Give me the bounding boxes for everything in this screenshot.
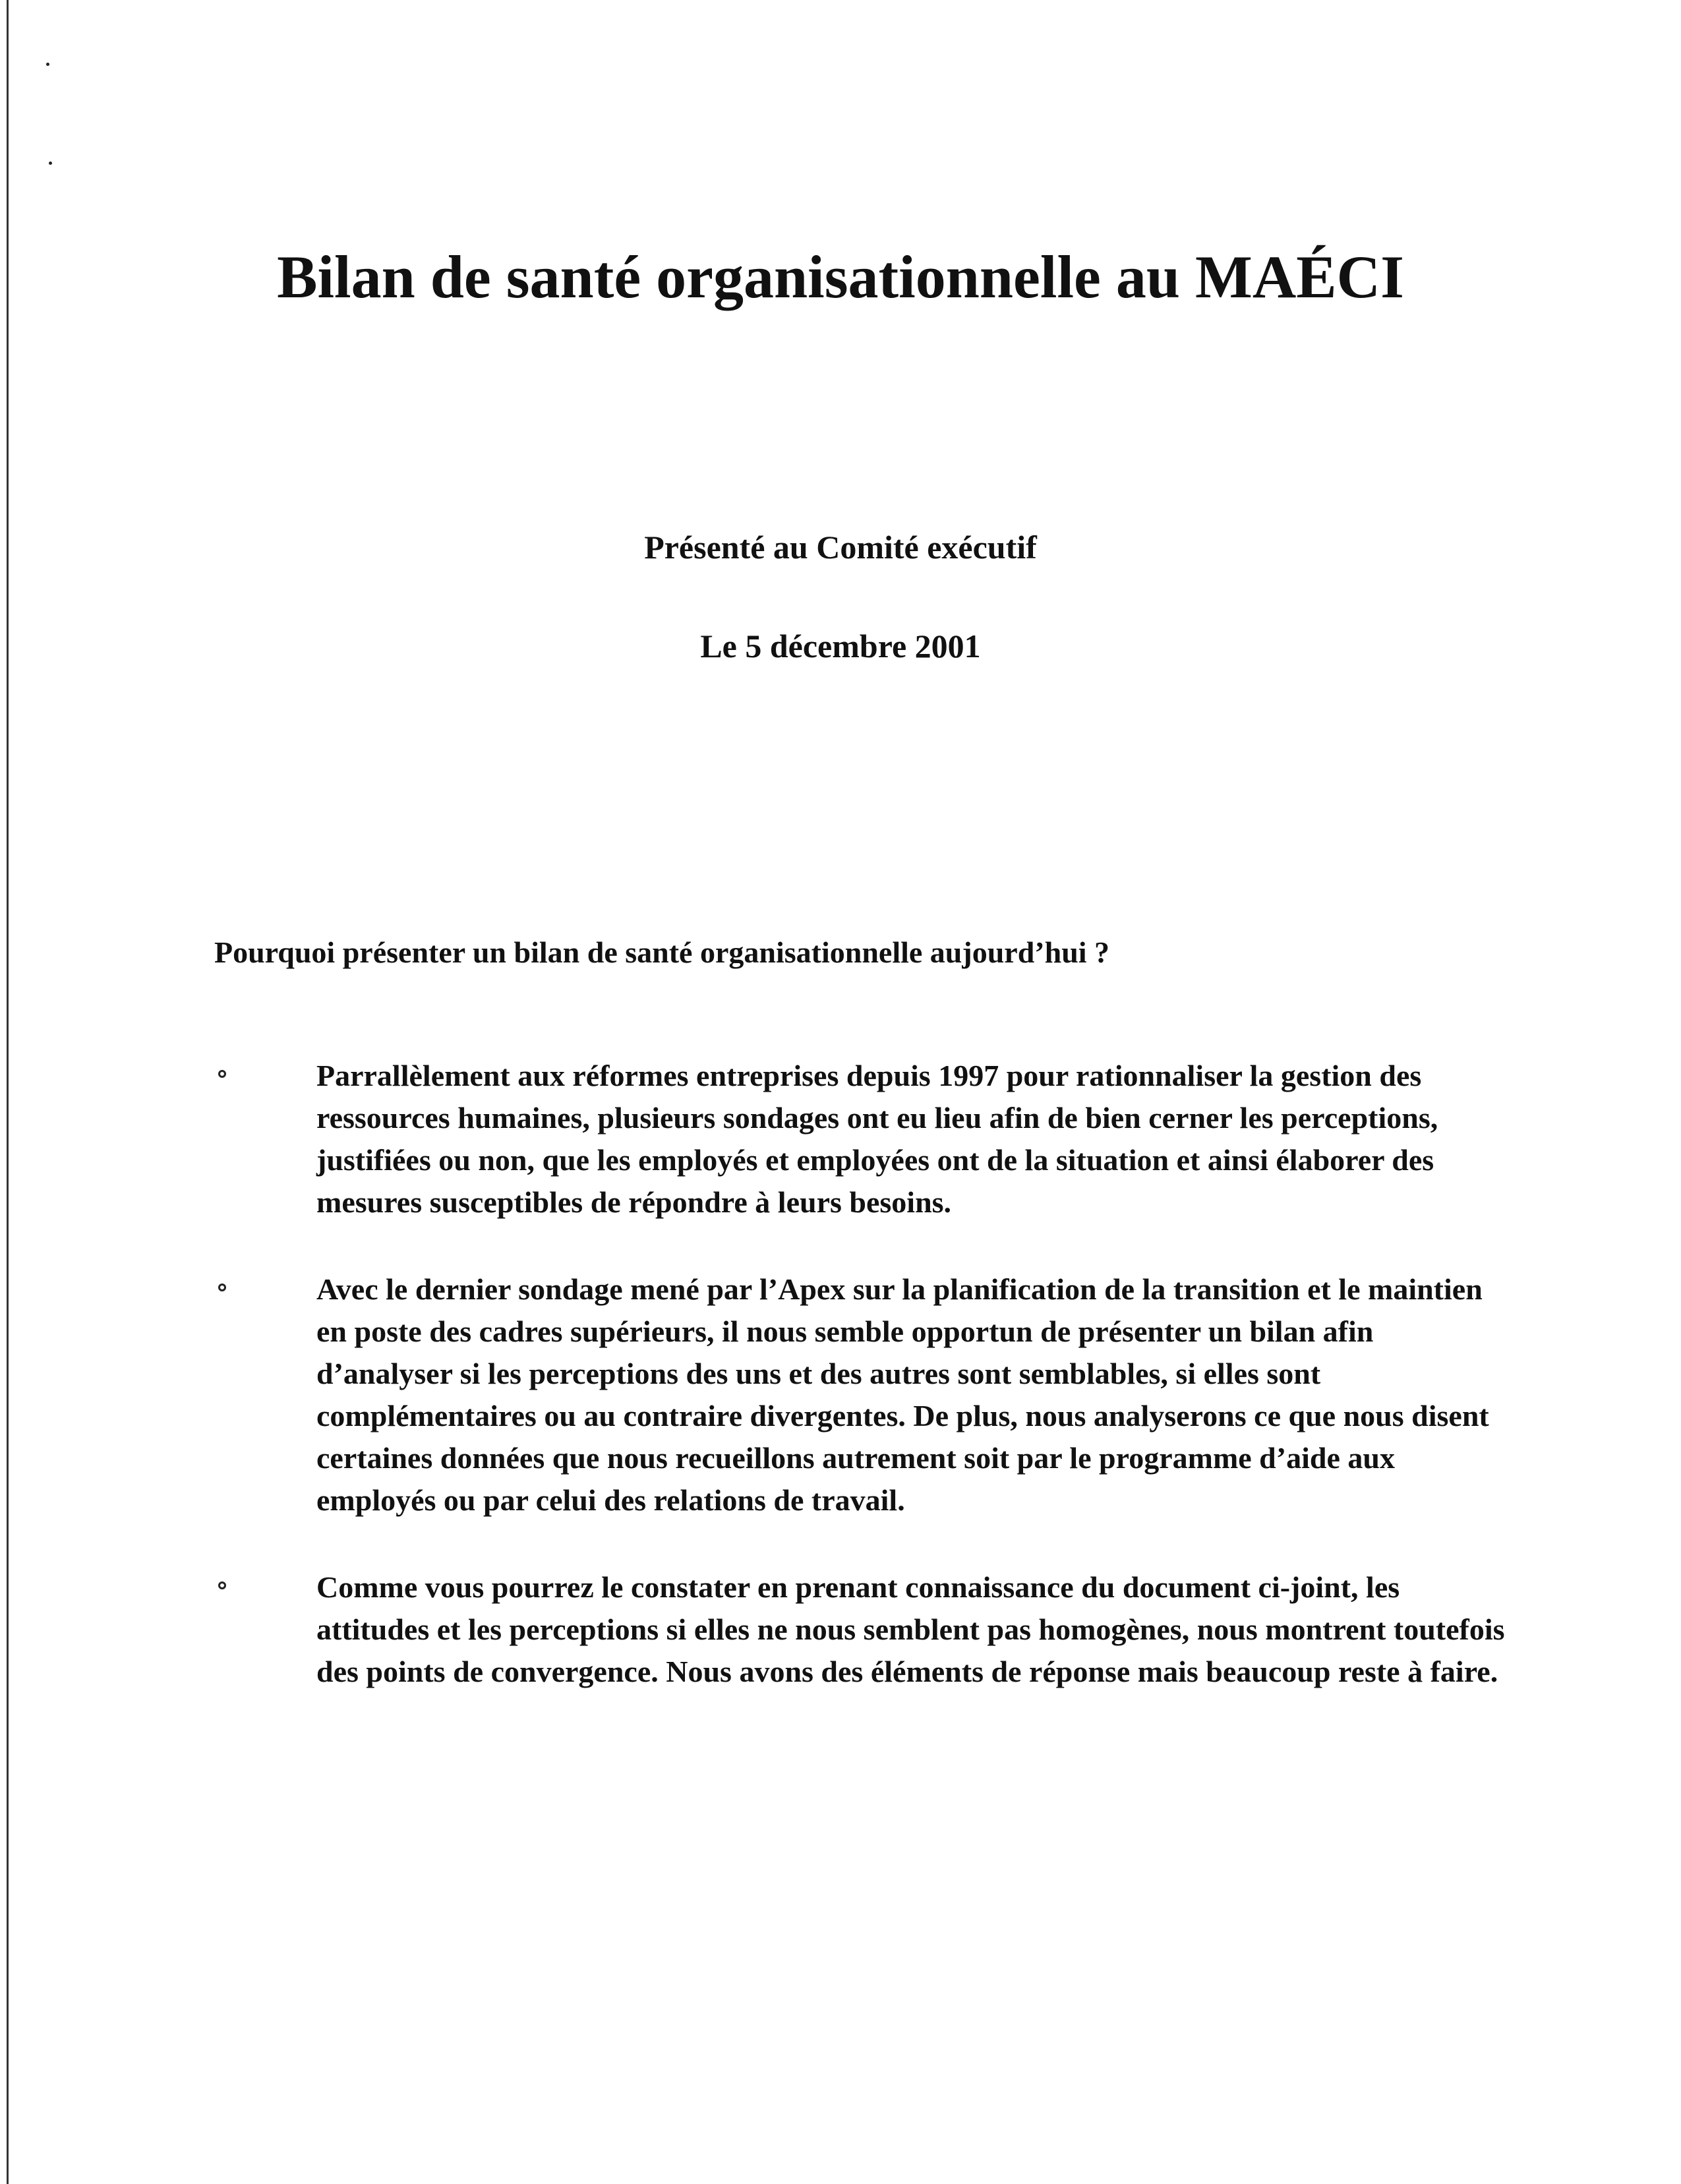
- bullet-icon: [218, 1284, 226, 1291]
- scan-speck: [49, 162, 52, 165]
- presented-to-line: Présenté au Comité exécutif: [644, 529, 1037, 566]
- document-title: Bilan de santé organisationnelle au MAÉCI: [277, 243, 1404, 310]
- bullet-text: Parrallèlement aux réformes entreprises depuis 1997 pour rationnaliser la gestion des ressources humaines, plusieurs sondages ont eu lieu afin de bien cerner les perceptions, justifiées ou non, que les employés et employées ont de la situation et ainsi élaborer des mesures susceptibles de répondre à leurs besoins.: [316, 1059, 1438, 1219]
- bullet-item: [214, 1268, 1516, 1521]
- bullet-list: [214, 1055, 1516, 1738]
- bullet-icon: [218, 1070, 226, 1078]
- bullet-item: [214, 1055, 1516, 1224]
- bullet-item: [214, 1566, 1516, 1693]
- section-question: Pourquoi présenter un bilan de santé organisationnelle aujourd’hui ?: [214, 935, 1110, 969]
- scan-page-edge: [7, 0, 9, 2184]
- bullet-icon: [218, 1581, 226, 1589]
- document-date: Le 5 décembre 2001: [700, 628, 981, 664]
- bullet-text: Avec le dernier sondage mené par l’Apex sur la planification de la transition et le maintien en poste des cadres supérieurs, il nous semble opportun de présenter un bilan afin d’analyser si les perceptions des uns et des autres sont semblables, si elles sont complémentaires ou au contraire divergentes. De plus, nous analyserons ce que nous disent certaines données que nous recueillons autrement soit par le programme d’aide aux employés ou par celui des relations de travail.: [316, 1272, 1489, 1517]
- scan-speck: [46, 63, 49, 66]
- bullet-text: Comme vous pourrez le constater en prenant connaissance du document ci-joint, les attitudes et les perceptions si elles ne nous semblent pas homogènes, nous montrent toutefois des points de convergence. Nous avons des éléments de réponse mais beaucoup reste à faire.: [316, 1570, 1505, 1688]
